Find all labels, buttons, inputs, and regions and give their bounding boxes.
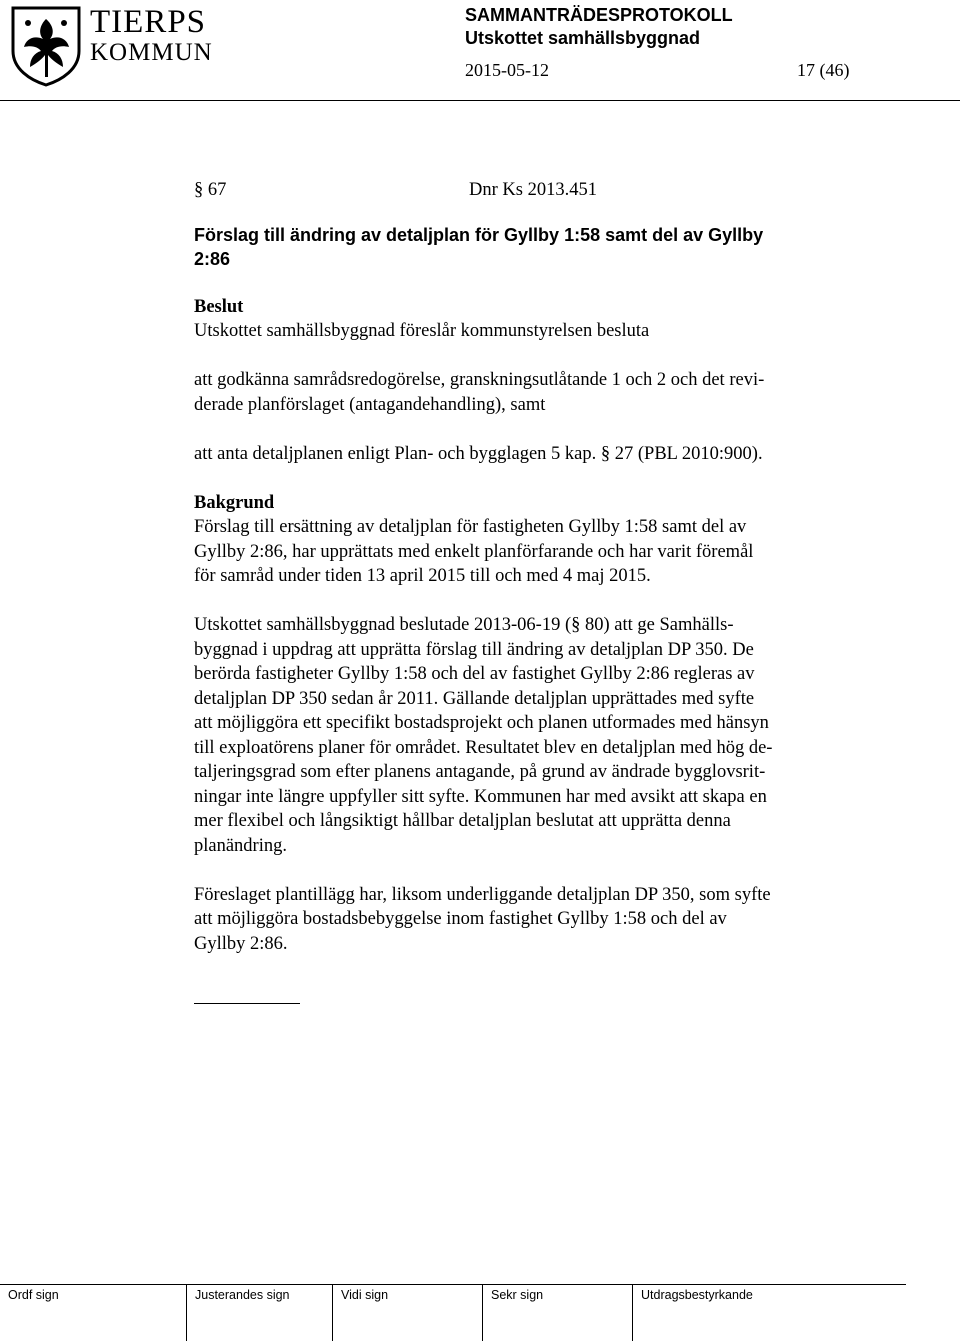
paragraph-line: detaljplan DP 350 sedan år 2011. Gällande detaljplan upprättades med syfte — [194, 688, 755, 709]
document-body — [194, 174, 874, 1004]
paragraph-line: Gyllby 2:86. — [194, 933, 288, 954]
paragraph-line: taljeringsgrad som efter planens antagande, på grund av ändrade bygglovsrit- — [194, 762, 766, 782]
spacer — [194, 858, 874, 883]
signature-cell-utdrag — [632, 1284, 906, 1341]
header-divider — [0, 100, 960, 101]
protocol-title: SAMMANTRÄDESPROTOKOLL — [465, 5, 733, 25]
heading-line: 2:86 — [194, 248, 231, 269]
paragraph-line: till exploatörens planer för området. Resultatet blev en detaljplan med hög de- — [194, 737, 773, 758]
spacer — [194, 466, 874, 491]
paragraph-line: att möjliggöra bostadsbebyggelse inom fastighet Gyllby 1:58 och del av — [194, 909, 727, 929]
signature-label: Justerandes sign — [195, 1288, 290, 1302]
paragraph-line: Föreslaget plantillägg har, liksom underliggande detaljplan DP 350, som syfte — [194, 884, 771, 905]
spacer — [194, 589, 874, 614]
paragraph-line: att möjliggöra ett specifikt bostadsprojekt och planen utformades med hänsyn — [194, 713, 769, 733]
beslut-heading: Beslut — [194, 296, 244, 317]
signature-label: Vidi sign — [341, 1288, 389, 1302]
signature-cell-ordf — [0, 1284, 186, 1341]
spacer — [194, 417, 874, 442]
spacer — [194, 271, 874, 295]
signature-label: Sekr sign — [491, 1288, 544, 1302]
signature-cell-justerandes — [186, 1284, 332, 1341]
paragraph-line: byggnad i uppdrag att upprätta förslag till ändring av detaljplan DP 350. De — [194, 639, 754, 660]
signature-label: Utdragsbestyrkande — [641, 1288, 753, 1302]
meeting-date: 2015-05-12 — [465, 60, 549, 80]
section-number: § 67 — [194, 180, 227, 200]
paragraph-line: Förslag till ersättning av detaljplan för fastigheten Gyllby 1:58 samt del av — [194, 517, 747, 537]
beslut-item-line: derade planförslaget (antagandehandling), samt — [194, 394, 546, 415]
beslut-intro: Utskottet samhällsbyggnad föreslår kommunstyrelsen besluta — [194, 321, 650, 341]
beslut-item-line: att anta detaljplanen enligt Plan- och bygglagen 5 kap. § 27 (PBL 2010:900). — [194, 443, 763, 464]
paragraph-line: Utskottet samhällsbyggnad beslutade 2013-06-19 (§ 80) att ge Samhälls- — [194, 615, 734, 635]
beslut-item-line: att godkänna samrådsredogörelse, granskningsutlåtande 1 och 2 och det revi- — [194, 370, 765, 390]
signature-cell-vidi — [332, 1284, 482, 1341]
section-reference-row — [194, 174, 874, 199]
logo-text-kommun: KOMMUN — [90, 39, 213, 66]
coat-of-arms-icon — [10, 5, 82, 87]
page-number: 17 (46) — [797, 60, 850, 80]
paragraph-line: Gyllby 2:86, har upprättats med enkelt planförfarande och har varit föremål — [194, 541, 754, 562]
paragraph-line: ningar inte längre uppfyller sitt syfte. Kommunen har med avsikt att skapa en — [194, 786, 767, 807]
paragraph-line: mer flexibel och långsiktigt hållbar detaljplan beslutat att upprätta denna — [194, 811, 731, 831]
paragraph-line: berörda fastigheter Gyllby 1:58 och del av fastighet Gyllby 2:86 regleras av — [194, 664, 755, 684]
signature-cell-sekr — [482, 1284, 632, 1341]
heading-line: Förslag till ändring av detaljplan för Gyllby 1:58 samt del av Gyllby — [194, 224, 764, 245]
paragraph-line: planändring. — [194, 835, 287, 856]
logo-text-tierps: TIERPS — [90, 4, 207, 40]
diary-number: Dnr Ks 2013.451 — [469, 180, 597, 200]
signature-footer — [0, 1284, 960, 1341]
page-header — [0, 0, 960, 103]
bakgrund-heading: Bakgrund — [194, 492, 275, 513]
municipality-logo — [10, 4, 213, 85]
end-of-section-rule — [194, 1003, 300, 1004]
section-heading — [194, 223, 874, 271]
committee-name: Utskottet samhällsbyggnad — [465, 28, 701, 48]
paragraph-line: för samråd under tiden 13 april 2015 till och med 4 maj 2015. — [194, 566, 651, 586]
signature-label: Ordf sign — [8, 1288, 59, 1302]
spacer — [194, 344, 874, 369]
